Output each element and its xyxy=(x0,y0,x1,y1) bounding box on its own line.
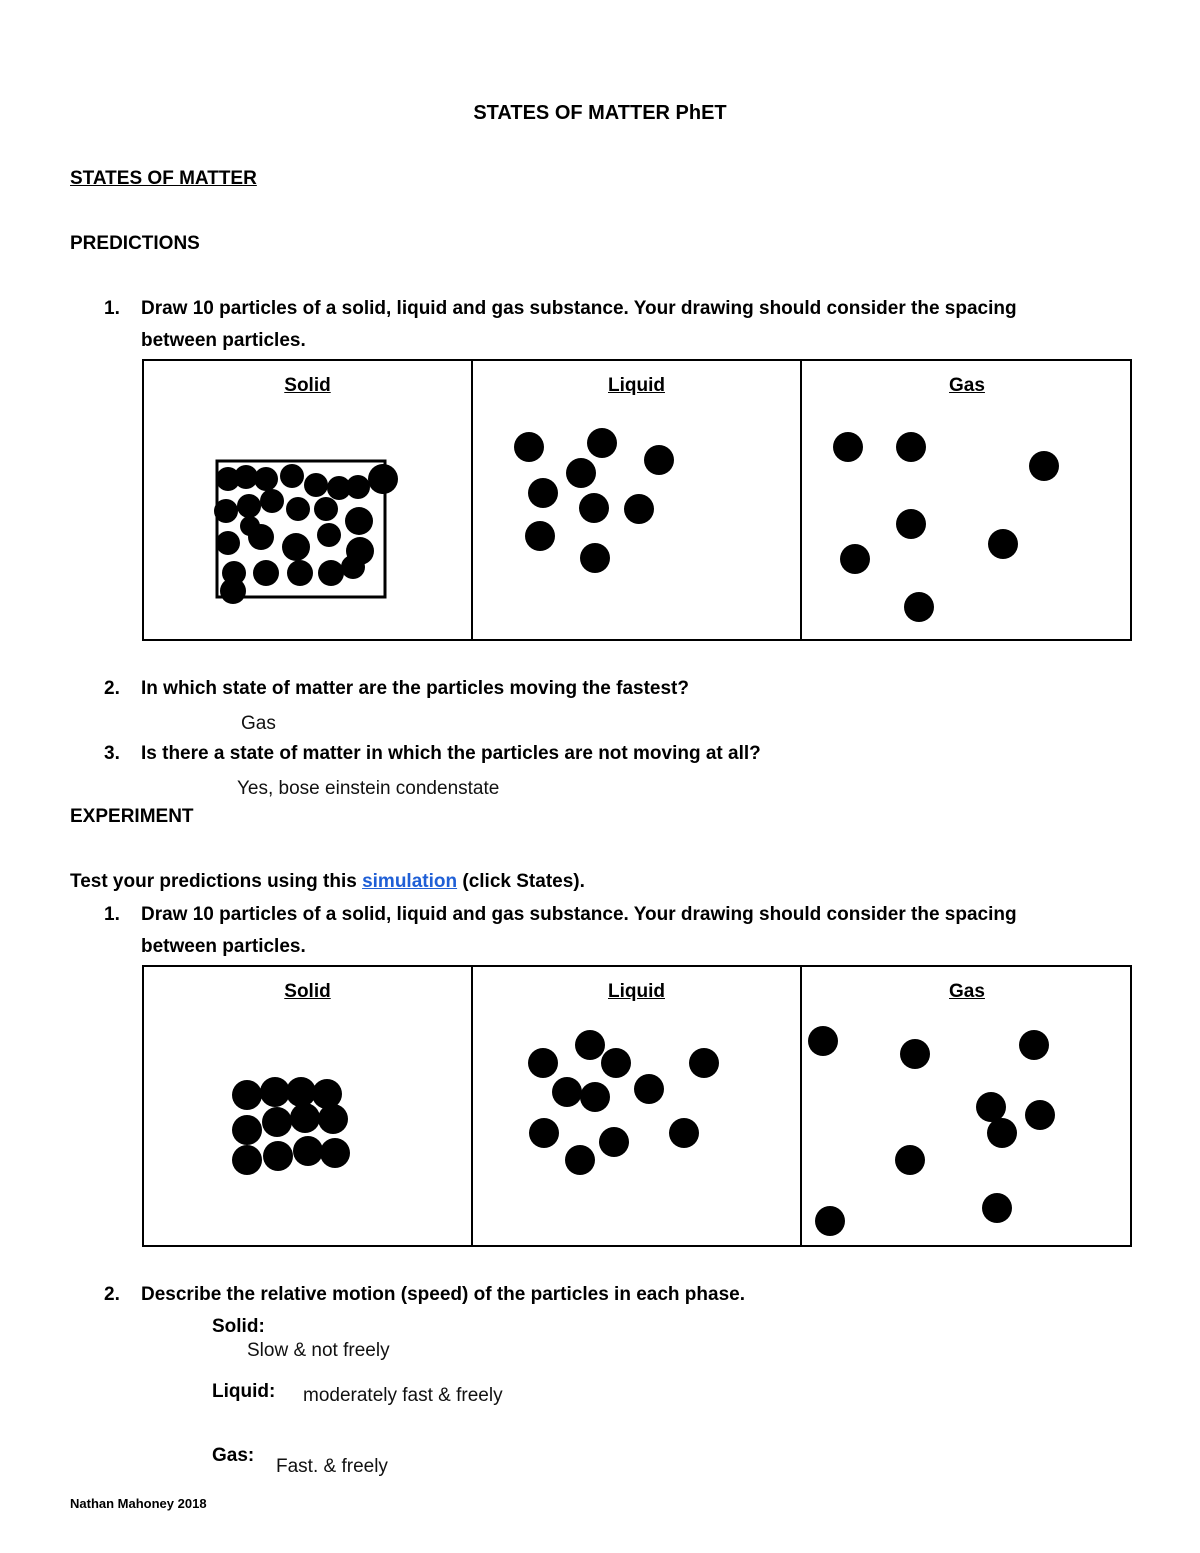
particle xyxy=(528,478,558,508)
particle xyxy=(312,1079,342,1109)
particle xyxy=(253,560,279,586)
prediction-drawing-table xyxy=(142,359,1132,641)
pred-solid-cell xyxy=(144,361,473,639)
section-heading: STATES OF MATTER xyxy=(70,168,257,189)
particle xyxy=(220,578,246,604)
particle xyxy=(689,1048,719,1078)
particle xyxy=(565,1145,595,1175)
pred-liquid-drawing xyxy=(473,361,802,641)
solid-label: Solid: xyxy=(212,1316,265,1337)
particle xyxy=(987,1118,1017,1148)
exp-q2-suffix: ) of the particles in each phase. xyxy=(462,1284,745,1305)
particle xyxy=(900,1039,930,1069)
particle xyxy=(232,1115,262,1145)
pred-q3-number: 3. xyxy=(104,743,120,764)
particle xyxy=(514,432,544,462)
exp-q2-prefix: Describe the relative xyxy=(141,1284,327,1305)
pred-q1-line2: between particles. xyxy=(141,330,306,351)
experiment-heading: EXPERIMENT xyxy=(70,806,194,827)
intro-suffix: ). xyxy=(573,871,585,892)
particle xyxy=(262,1107,292,1137)
exp-q1-line1: Draw 10 particles of a solid, liquid and gas substance. Your drawing should consider the spacing xyxy=(141,904,1017,925)
particle xyxy=(304,473,328,497)
particle xyxy=(290,1103,320,1133)
particle xyxy=(644,445,674,475)
particle xyxy=(214,499,238,523)
pred-q2-text: In which state of matter are the particles moving the fastest? xyxy=(141,678,689,699)
particle xyxy=(566,458,596,488)
particle xyxy=(529,1118,559,1148)
particle xyxy=(575,1030,605,1060)
particle xyxy=(587,428,617,458)
particle xyxy=(260,1077,290,1107)
particle xyxy=(624,494,654,524)
exp-q2-text xyxy=(141,1284,745,1306)
particle xyxy=(286,497,310,521)
particle xyxy=(580,543,610,573)
exp-q2-number: 2. xyxy=(104,1284,120,1305)
particle xyxy=(1019,1030,1049,1060)
particle xyxy=(318,560,344,586)
particle xyxy=(293,1136,323,1166)
document-title: STATES OF MATTER PhET xyxy=(473,102,727,124)
exp-liquid-drawing xyxy=(473,967,802,1247)
particle xyxy=(815,1206,845,1236)
footer-author: Nathan Mahoney 2018 xyxy=(70,1496,207,1511)
exp-solid-header: Solid xyxy=(284,981,331,1002)
particle xyxy=(286,1077,316,1107)
exp-liquid-cell xyxy=(473,967,802,1245)
experiment-intro xyxy=(70,871,585,893)
pred-q3-answer: Yes, bose einstein condenstate xyxy=(237,778,500,799)
particle xyxy=(634,1074,664,1104)
particle xyxy=(287,560,313,586)
gas-answer: Fast. & freely xyxy=(276,1456,388,1477)
particle xyxy=(282,533,310,561)
pred-q2-answer: Gas xyxy=(241,713,276,734)
particle xyxy=(317,523,341,547)
particle xyxy=(232,1080,262,1110)
exp-gas-header: Gas xyxy=(949,981,985,1002)
pred-liquid-header: Liquid xyxy=(608,375,665,396)
pred-gas-header: Gas xyxy=(949,375,985,396)
particle xyxy=(580,1082,610,1112)
simulation-link[interactable]: simulation xyxy=(362,871,458,892)
particle xyxy=(552,1077,582,1107)
particle xyxy=(240,516,260,536)
particle xyxy=(904,592,934,622)
exp-q1-number: 1. xyxy=(104,904,120,925)
particle xyxy=(346,475,370,499)
particle xyxy=(896,432,926,462)
exp-gas-drawing xyxy=(802,967,1132,1247)
intro-prefix: Test your predictions using this xyxy=(70,871,357,892)
particle xyxy=(896,509,926,539)
particle xyxy=(599,1127,629,1157)
particle xyxy=(260,489,284,513)
pred-q3-text: Is there a state of matter in which the particles are not moving at all? xyxy=(141,743,761,764)
solid-answer: Slow & not freely xyxy=(247,1340,390,1361)
particle xyxy=(525,521,555,551)
particle xyxy=(216,531,240,555)
liquid-answer: moderately fast & freely xyxy=(303,1385,503,1406)
particle xyxy=(320,1138,350,1168)
exp-q2-motion: motion xyxy=(332,1284,396,1305)
particle xyxy=(237,494,261,518)
particle xyxy=(982,1193,1012,1223)
particle xyxy=(345,507,373,535)
particle xyxy=(669,1118,699,1148)
intro-mid: (click xyxy=(462,871,511,892)
intro-bold-states: States xyxy=(516,871,574,892)
pred-q1-line1: Draw 10 particles of a solid, liquid and gas substance. Your drawing should consider the spacing xyxy=(141,298,1017,319)
particle xyxy=(976,1092,1006,1122)
particle xyxy=(601,1048,631,1078)
pred-liquid-cell xyxy=(473,361,802,639)
pred-q1-number: 1. xyxy=(104,298,120,319)
gas-label: Gas: xyxy=(212,1445,255,1466)
pred-gas-drawing xyxy=(802,361,1132,641)
particle xyxy=(368,464,398,494)
exp-q2-speed: speed xyxy=(407,1284,463,1305)
pred-q2-number: 2. xyxy=(104,678,120,699)
particle xyxy=(840,544,870,574)
particle xyxy=(254,467,278,491)
exp-solid-drawing xyxy=(144,967,473,1247)
particle xyxy=(895,1145,925,1175)
particle xyxy=(314,497,338,521)
exp-gas-cell xyxy=(802,967,1132,1245)
particle xyxy=(263,1141,293,1171)
particle xyxy=(528,1048,558,1078)
particle xyxy=(341,555,365,579)
pred-solid-header: Solid xyxy=(284,375,331,396)
particle xyxy=(833,432,863,462)
particle xyxy=(1029,451,1059,481)
experiment-drawing-table xyxy=(142,965,1132,1247)
liquid-label: Liquid: xyxy=(212,1381,276,1402)
exp-q2-open-paren: ( xyxy=(400,1284,408,1305)
exp-liquid-header: Liquid xyxy=(608,981,665,1002)
particle xyxy=(1025,1100,1055,1130)
pred-solid-drawing xyxy=(144,361,473,641)
particle xyxy=(988,529,1018,559)
predictions-heading: PREDICTIONS xyxy=(70,233,200,254)
particle xyxy=(579,493,609,523)
particle xyxy=(232,1145,262,1175)
exp-solid-cell xyxy=(144,967,473,1245)
pred-gas-cell xyxy=(802,361,1132,639)
particle xyxy=(808,1026,838,1056)
particle xyxy=(318,1104,348,1134)
exp-q1-line2: between particles. xyxy=(141,936,306,957)
particle xyxy=(280,464,304,488)
